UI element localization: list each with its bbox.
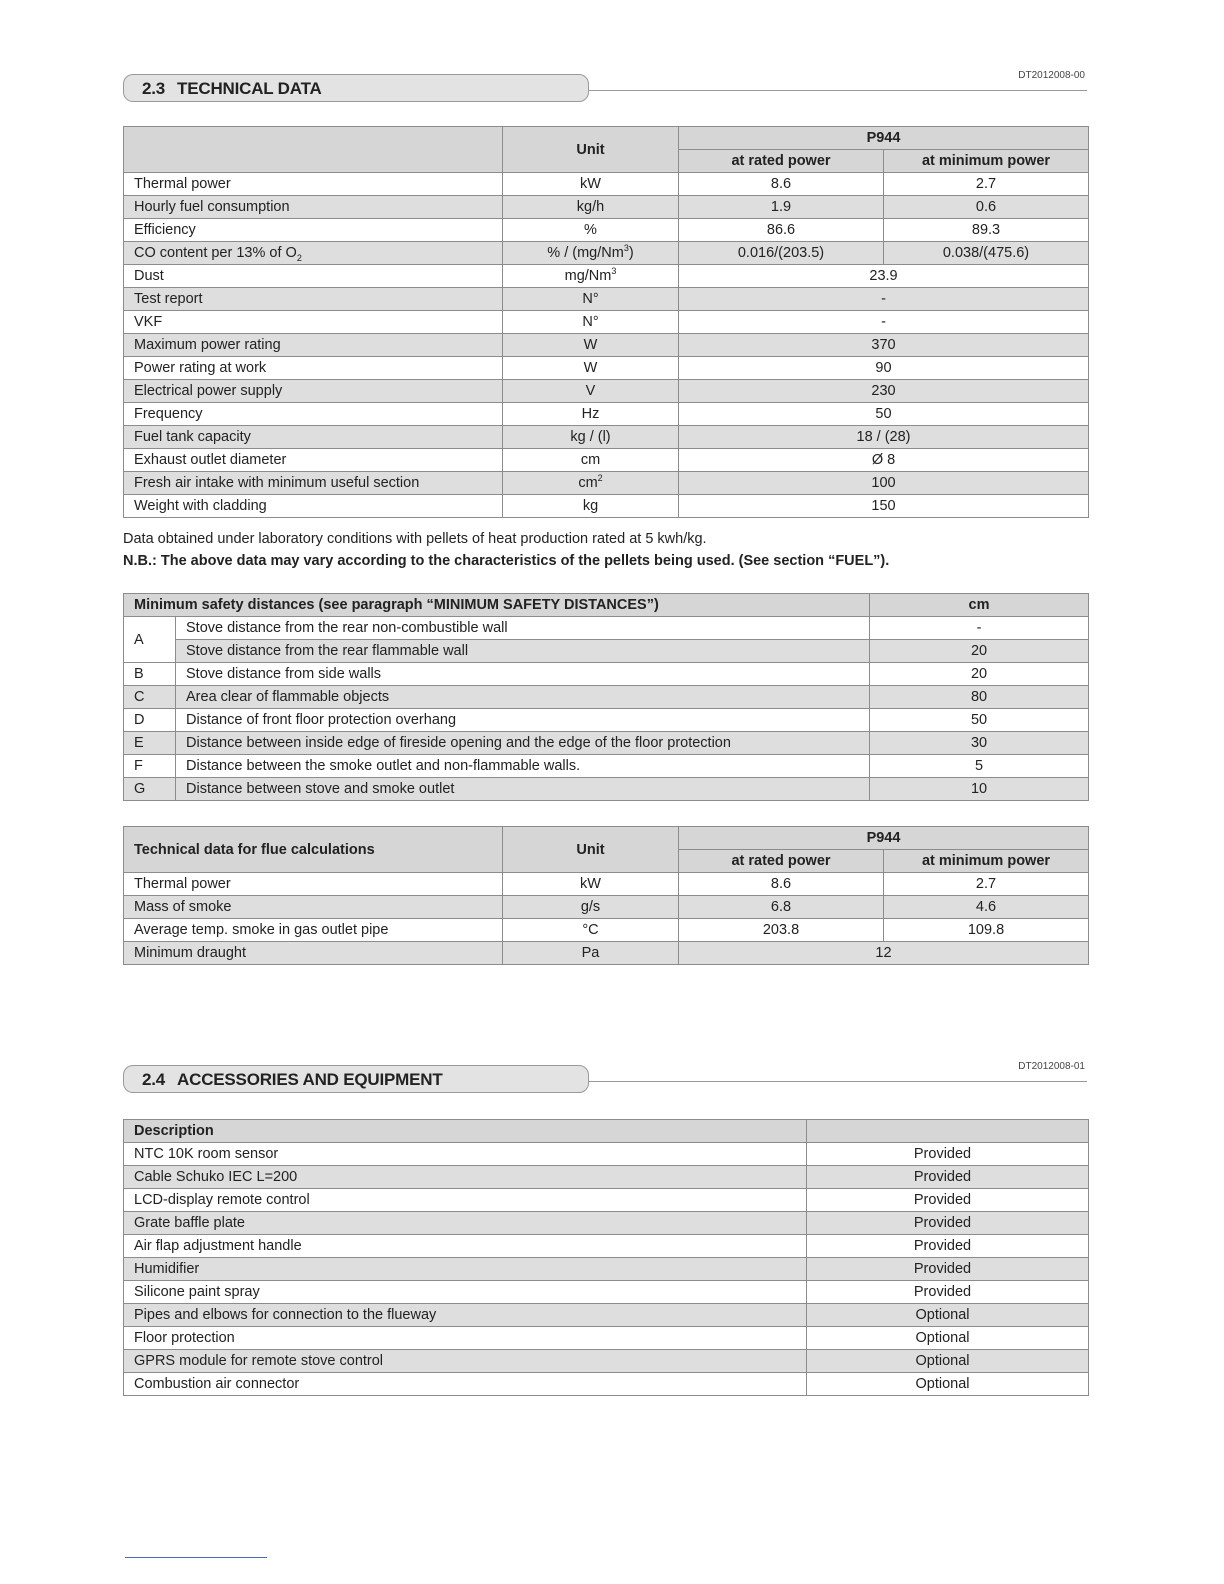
lab-conditions-note: Data obtained under laboratory conditions with pellets of heat production rated at 5 kwh/kg. xyxy=(123,531,707,547)
accessory-status: Optional xyxy=(807,1373,1089,1396)
row-value: 230 xyxy=(679,380,1089,403)
safety-header: Minimum safety distances (see paragraph “MINIMUM SAFETY DISTANCES”) xyxy=(124,594,870,617)
rated-value: 6.8 xyxy=(679,896,884,919)
row-description: Distance between the smoke outlet and non-flammable walls. xyxy=(176,755,870,778)
unit-text: kg / (l) xyxy=(570,429,611,445)
label-text: Fresh air intake with minimum useful section xyxy=(134,475,420,491)
row-unit xyxy=(503,242,679,265)
row-letter: G xyxy=(124,778,176,801)
accessory-status: Optional xyxy=(807,1304,1089,1327)
row-label xyxy=(124,449,503,472)
table-row xyxy=(124,686,1089,709)
accessory-description: Combustion air connector xyxy=(124,1373,807,1396)
table-row xyxy=(124,778,1089,801)
table-row xyxy=(124,1258,1089,1281)
label-text: Power rating at work xyxy=(134,360,267,376)
accessory-description: Pipes and elbows for connection to the flueway xyxy=(124,1304,807,1327)
accessory-status: Provided xyxy=(807,1143,1089,1166)
row-unit xyxy=(503,380,679,403)
accessory-description: Grate baffle plate xyxy=(124,1212,807,1235)
row-description: Stove distance from the rear non-combustible wall xyxy=(176,617,870,640)
unit-text: N° xyxy=(582,314,599,330)
unit-text: % / (mg/Nm xyxy=(547,245,624,261)
table-row xyxy=(124,1373,1089,1396)
row-letter: B xyxy=(124,663,176,686)
accessory-description: NTC 10K room sensor xyxy=(124,1143,807,1166)
unit-text: % xyxy=(584,222,597,238)
min-value: 4.6 xyxy=(884,896,1089,919)
label-text: Frequency xyxy=(134,406,203,422)
row-value: Ø 8 xyxy=(679,449,1089,472)
row-unit xyxy=(503,449,679,472)
row-value: 18 / (28) xyxy=(679,426,1089,449)
row-unit: °C xyxy=(503,919,679,942)
row-label: Mass of smoke xyxy=(124,896,503,919)
model-header: P944 xyxy=(679,127,1089,150)
row-letter: F xyxy=(124,755,176,778)
row-value: 20 xyxy=(870,663,1089,686)
accessory-status: Provided xyxy=(807,1258,1089,1281)
unit-text: kW xyxy=(580,176,601,192)
table-row xyxy=(124,1281,1089,1304)
row-unit xyxy=(503,288,679,311)
row-label xyxy=(124,288,503,311)
row-label: Thermal power xyxy=(124,873,503,896)
unit-text: kg xyxy=(582,498,599,514)
table-row xyxy=(124,919,1089,942)
accessory-description: GPRS module for remote stove control xyxy=(124,1350,807,1373)
safety-distances-table xyxy=(123,593,1089,801)
table-row xyxy=(124,495,1089,518)
section-rule xyxy=(589,90,1087,91)
row-label xyxy=(124,472,503,495)
accessory-status: Optional xyxy=(807,1327,1089,1350)
rated-value: 203.8 xyxy=(679,919,884,942)
row-description: Stove distance from side walls xyxy=(176,663,870,686)
section-title: ACCESSORIES AND EQUIPMENT xyxy=(177,1070,443,1089)
label-text: CO content per 13% of O xyxy=(134,245,297,261)
rated-value: 86.6 xyxy=(679,219,884,242)
min-power-header: at minimum power xyxy=(884,150,1089,173)
unit-header: Unit xyxy=(503,127,679,173)
table-row xyxy=(124,640,1089,663)
nb-note: N.B.: The above data may vary according to the characteristics of the pellets being used. (See section “FUEL”). xyxy=(123,553,890,569)
row-label xyxy=(124,357,503,380)
unit-tail: ) xyxy=(628,245,634,261)
accessory-description: Silicone paint spray xyxy=(124,1281,807,1304)
accessory-status: Provided xyxy=(807,1189,1089,1212)
section-2-4-header xyxy=(123,1055,1087,1095)
row-value: 12 xyxy=(679,942,1089,965)
description-header: Description xyxy=(124,1120,807,1143)
section-title-pill xyxy=(123,1065,589,1093)
min-value: 0.038/(475.6) xyxy=(884,242,1089,265)
section-title-pill xyxy=(123,74,589,102)
table-row xyxy=(124,334,1089,357)
accessories-table xyxy=(123,1119,1089,1396)
row-unit xyxy=(503,495,679,518)
table-row xyxy=(124,873,1089,896)
row-label xyxy=(124,495,503,518)
row-value: 50 xyxy=(679,403,1089,426)
table-row xyxy=(124,709,1089,732)
row-unit xyxy=(503,265,679,288)
row-value: 80 xyxy=(870,686,1089,709)
footnote-separator xyxy=(125,1557,267,1558)
table-row xyxy=(124,617,1089,640)
blank-header-cell xyxy=(124,127,503,173)
label-text: Hourly fuel consumption xyxy=(134,199,290,215)
row-value: - xyxy=(679,311,1089,334)
table-row xyxy=(124,472,1089,495)
row-label xyxy=(124,426,503,449)
label-subscript: 2 xyxy=(296,252,302,263)
row-description: Distance of front floor protection overhang xyxy=(176,709,870,732)
rated-value: 8.6 xyxy=(679,873,884,896)
table-row xyxy=(124,1189,1089,1212)
table-row xyxy=(124,357,1089,380)
accessory-description: Humidifier xyxy=(124,1258,807,1281)
table-header-row xyxy=(124,127,1089,150)
row-unit: Pa xyxy=(503,942,679,965)
accessory-description: Floor protection xyxy=(124,1327,807,1350)
table-row xyxy=(124,196,1089,219)
row-unit xyxy=(503,426,679,449)
row-unit: kW xyxy=(503,873,679,896)
rated-value: 1.9 xyxy=(679,196,884,219)
row-value: - xyxy=(870,617,1089,640)
row-label xyxy=(124,403,503,426)
accessory-status: Provided xyxy=(807,1281,1089,1304)
min-value: 109.8 xyxy=(884,919,1089,942)
label-text: Electrical power supply xyxy=(134,383,283,399)
accessory-status: Provided xyxy=(807,1166,1089,1189)
unit-superscript: 3 xyxy=(611,266,617,277)
row-value: 10 xyxy=(870,778,1089,801)
section-rule xyxy=(589,1081,1087,1082)
row-label xyxy=(124,265,503,288)
flue-header: Technical data for flue calculations xyxy=(124,827,503,873)
row-label xyxy=(124,380,503,403)
row-unit xyxy=(503,472,679,495)
unit-superscript: 2 xyxy=(597,473,603,484)
document-code: DT2012008-00 xyxy=(1018,70,1085,81)
row-label: Minimum draught xyxy=(124,942,503,965)
row-unit xyxy=(503,357,679,380)
table-row xyxy=(124,265,1089,288)
table-row xyxy=(124,896,1089,919)
label-text: Exhaust outlet diameter xyxy=(134,452,287,468)
row-letter: D xyxy=(124,709,176,732)
row-value: - xyxy=(679,288,1089,311)
row-description: Distance between stove and smoke outlet xyxy=(176,778,870,801)
table-row xyxy=(124,403,1089,426)
unit-text: W xyxy=(583,360,598,376)
accessory-status: Provided xyxy=(807,1212,1089,1235)
row-value: 5 xyxy=(870,755,1089,778)
row-value: 90 xyxy=(679,357,1089,380)
row-value: 23.9 xyxy=(679,265,1089,288)
row-unit xyxy=(503,403,679,426)
section-title: TECHNICAL DATA xyxy=(177,79,322,98)
row-description: Stove distance from the rear flammable wall xyxy=(176,640,870,663)
table-row xyxy=(124,311,1089,334)
table-row xyxy=(124,380,1089,403)
table-row xyxy=(124,663,1089,686)
flue-data-table xyxy=(123,826,1089,965)
row-label xyxy=(124,311,503,334)
unit-text: cm xyxy=(580,452,601,468)
table-row xyxy=(124,426,1089,449)
rated-power-header: at rated power xyxy=(679,850,884,873)
table-row xyxy=(124,173,1089,196)
accessory-description: Air flap adjustment handle xyxy=(124,1235,807,1258)
table-row xyxy=(124,1143,1089,1166)
row-label xyxy=(124,196,503,219)
label-text: Thermal power xyxy=(134,176,231,192)
row-unit xyxy=(503,173,679,196)
label-text: Maximum power rating xyxy=(134,337,281,353)
unit-text: kg/h xyxy=(576,199,605,215)
label-text: Weight with cladding xyxy=(134,498,267,514)
model-header: P944 xyxy=(679,827,1089,850)
row-value: 20 xyxy=(870,640,1089,663)
table-header-row xyxy=(124,594,1089,617)
row-label: Average temp. smoke in gas outlet pipe xyxy=(124,919,503,942)
document-code: DT2012008-01 xyxy=(1018,1061,1085,1072)
row-letter: C xyxy=(124,686,176,709)
section-number: 2.3 xyxy=(142,79,166,98)
unit-text: Hz xyxy=(581,406,600,422)
row-description: Area clear of flammable objects xyxy=(176,686,870,709)
safety-unit-header: cm xyxy=(870,594,1089,617)
row-unit xyxy=(503,196,679,219)
table-row xyxy=(124,732,1089,755)
row-label xyxy=(124,219,503,242)
unit-superscript: 3 xyxy=(623,243,629,254)
table-row xyxy=(124,1212,1089,1235)
row-description: Distance between inside edge of fireside opening and the edge of the floor protection xyxy=(176,732,870,755)
accessory-description: Cable Schuko IEC L=200 xyxy=(124,1166,807,1189)
table-row xyxy=(124,942,1089,965)
row-unit xyxy=(503,311,679,334)
technical-data-table xyxy=(123,126,1089,518)
row-unit xyxy=(503,334,679,357)
table-row xyxy=(124,449,1089,472)
unit-text: mg/Nm xyxy=(564,268,612,284)
row-label xyxy=(124,242,503,265)
row-label xyxy=(124,173,503,196)
table-row xyxy=(124,1166,1089,1189)
min-value: 89.3 xyxy=(884,219,1089,242)
unit-text: cm xyxy=(578,475,598,491)
table-row xyxy=(124,219,1089,242)
label-text: VKF xyxy=(134,314,163,330)
accessory-description: LCD-display remote control xyxy=(124,1189,807,1212)
label-text: Efficiency xyxy=(134,222,196,238)
row-unit: g/s xyxy=(503,896,679,919)
unit-text: W xyxy=(583,337,598,353)
row-letter: E xyxy=(124,732,176,755)
table-header-row xyxy=(124,1120,1089,1143)
label-text: Test report xyxy=(134,291,203,307)
row-value: 30 xyxy=(870,732,1089,755)
min-value: 2.7 xyxy=(884,873,1089,896)
table-row xyxy=(124,1350,1089,1373)
min-value: 2.7 xyxy=(884,173,1089,196)
table-row xyxy=(124,1327,1089,1350)
table-row xyxy=(124,1304,1089,1327)
unit-header: Unit xyxy=(503,827,679,873)
rated-power-header: at rated power xyxy=(679,150,884,173)
min-value: 0.6 xyxy=(884,196,1089,219)
row-value: 370 xyxy=(679,334,1089,357)
section-number: 2.4 xyxy=(142,1070,166,1089)
row-value: 100 xyxy=(679,472,1089,495)
unit-text: V xyxy=(585,383,596,399)
min-power-header: at minimum power xyxy=(884,850,1089,873)
row-value: 50 xyxy=(870,709,1089,732)
row-letter: A xyxy=(124,617,176,663)
row-value: 150 xyxy=(679,495,1089,518)
section-2-3-header xyxy=(123,64,1087,104)
unit-text: N° xyxy=(582,291,599,307)
rated-value: 0.016/(203.5) xyxy=(679,242,884,265)
table-header-row xyxy=(124,827,1089,850)
table-row xyxy=(124,288,1089,311)
accessory-status: Optional xyxy=(807,1350,1089,1373)
row-label xyxy=(124,334,503,357)
label-text: Fuel tank capacity xyxy=(134,429,251,445)
rated-value: 8.6 xyxy=(679,173,884,196)
label-text: Dust xyxy=(134,268,164,284)
table-row xyxy=(124,242,1089,265)
table-row xyxy=(124,1235,1089,1258)
accessory-status: Provided xyxy=(807,1235,1089,1258)
status-header xyxy=(807,1120,1089,1143)
row-unit xyxy=(503,219,679,242)
table-row xyxy=(124,755,1089,778)
